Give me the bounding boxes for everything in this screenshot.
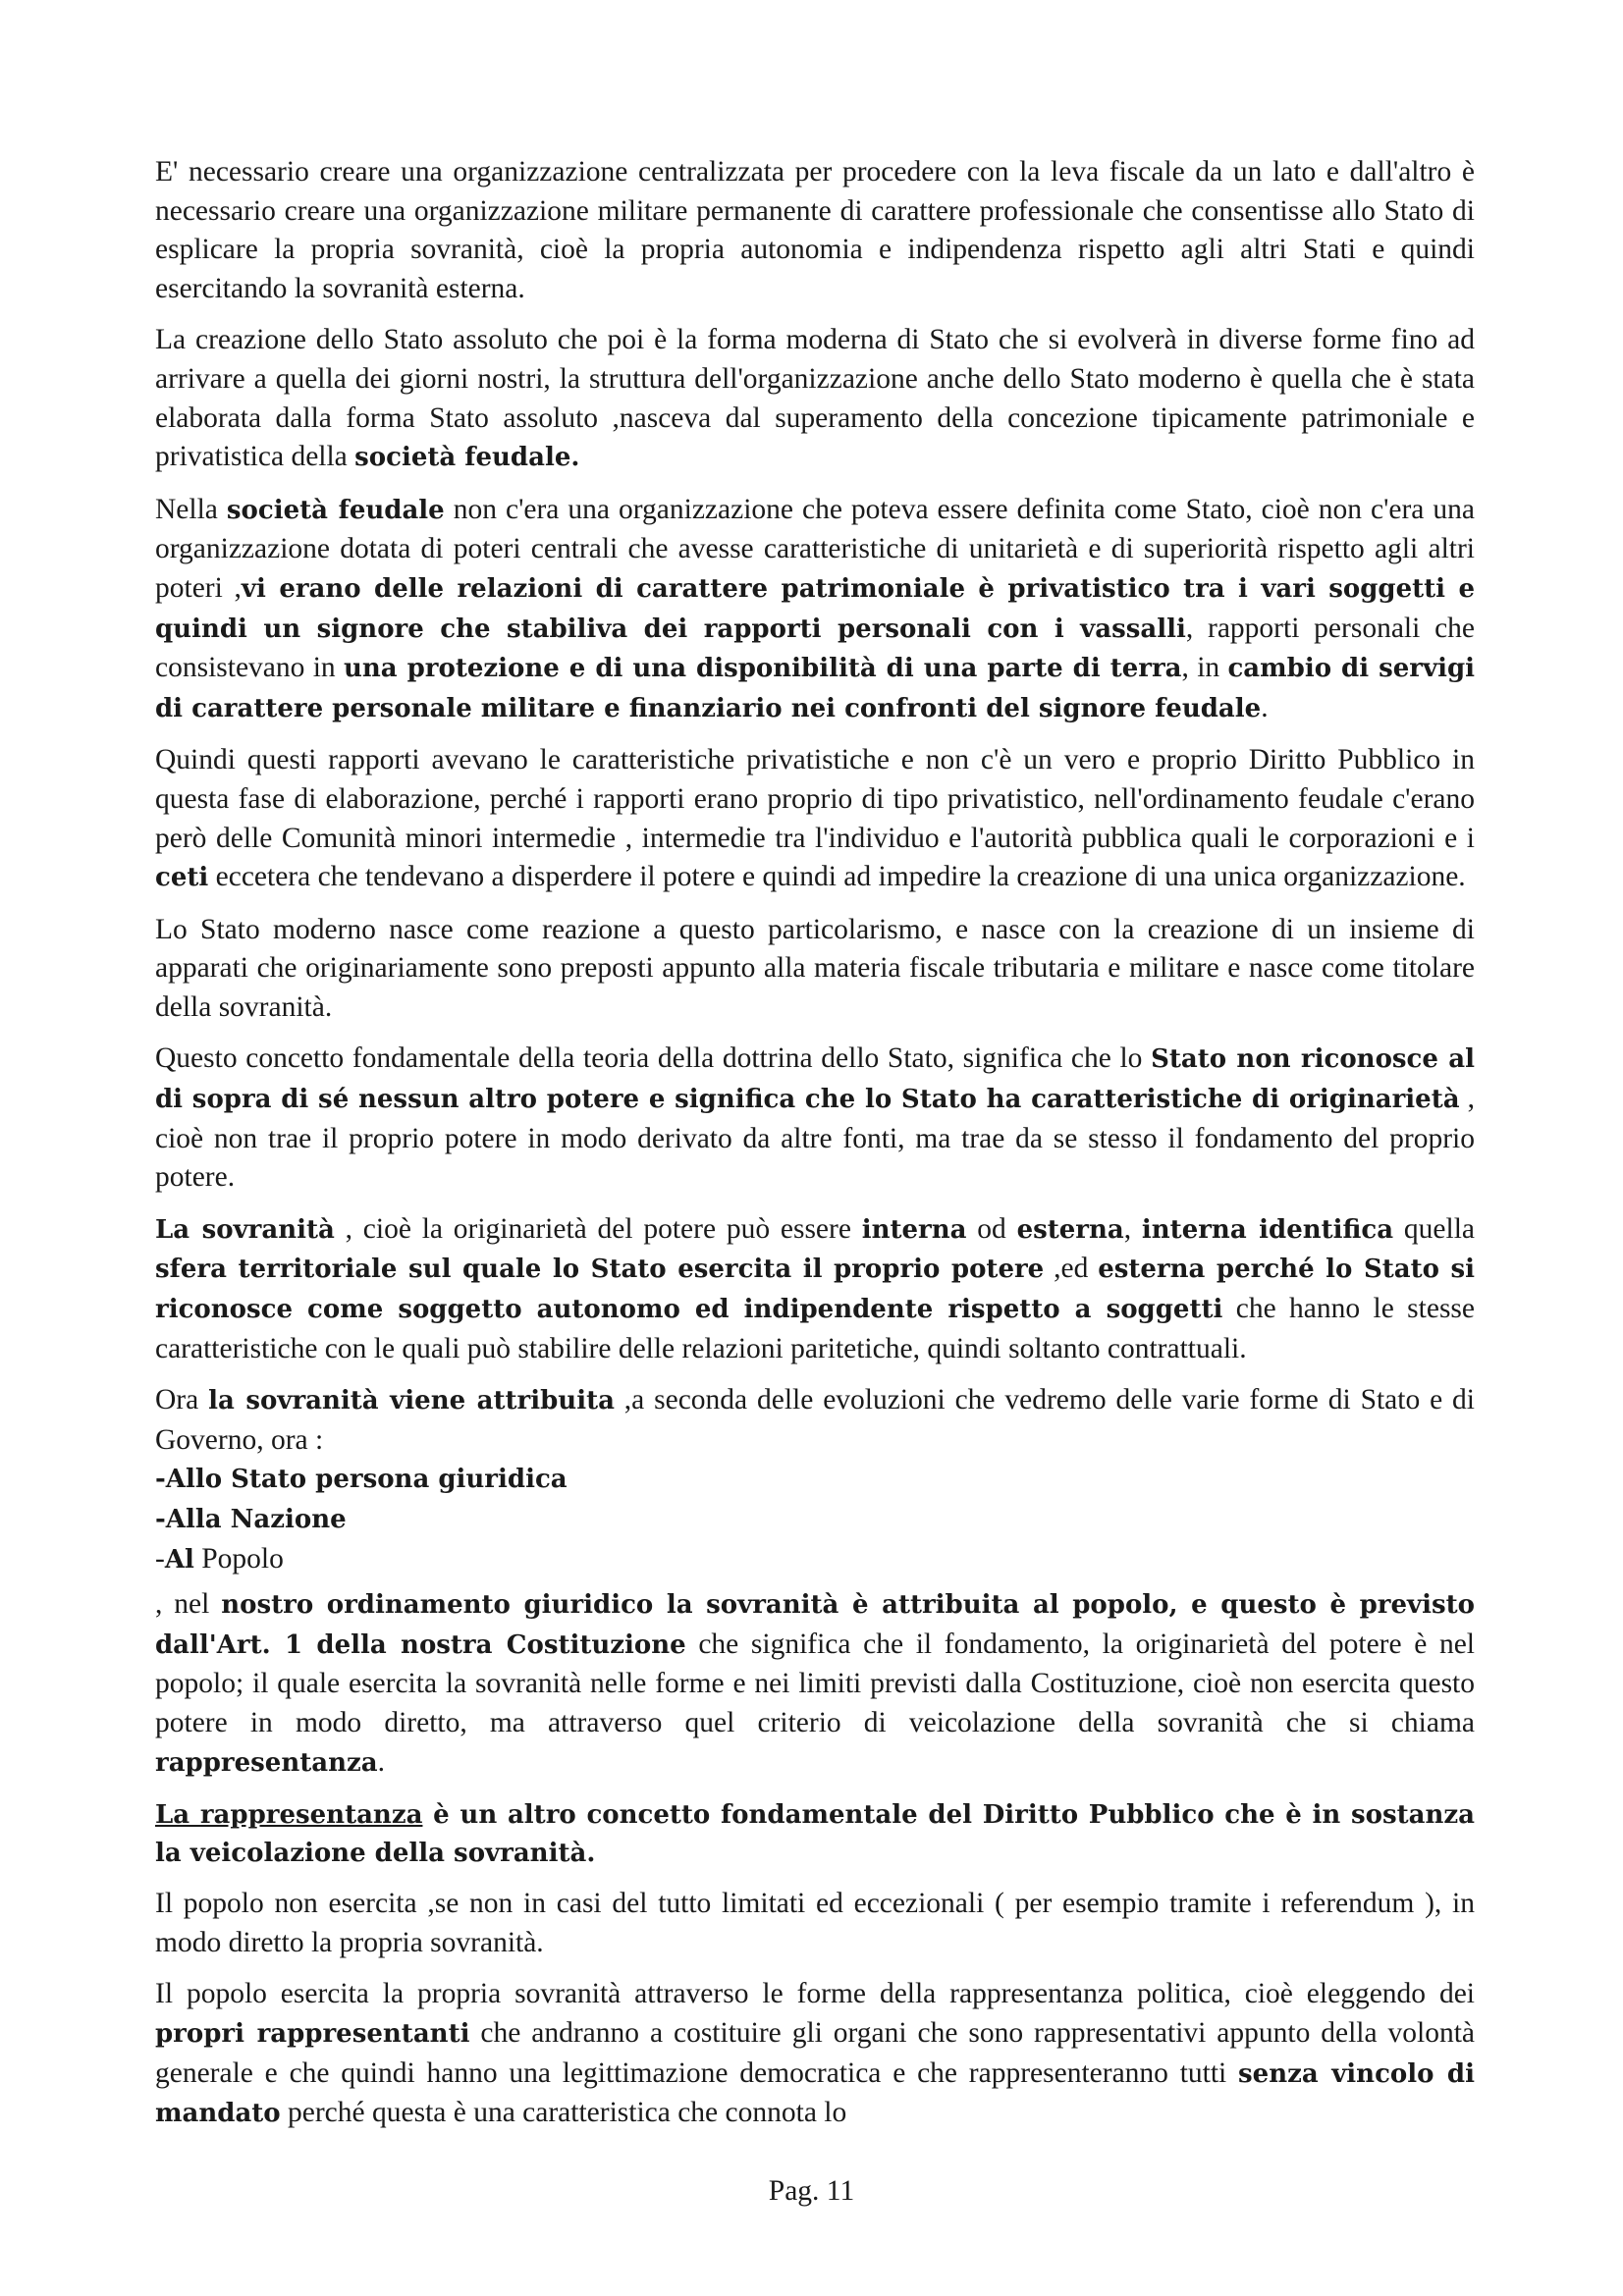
bold-text-segment: è un altro concetto fondamentale del Diritto Pubblico che è in sostanza la veicolazione della sovranità. [155, 1800, 1475, 1869]
text-segment: Questo concetto fondamentale della teoria della dottrina dello Stato, significa che lo [155, 1042, 1152, 1075]
paragraph [155, 1500, 1475, 1540]
bold-text-segment: propri rappresentanti [155, 2018, 470, 2049]
text-segment: ,ed [1044, 1253, 1099, 1285]
bold-text-segment: esterna perché lo Stato si riconosce come soggetto autonomo ed indipendente rispetto a soggetti [155, 1255, 1475, 1325]
text-segment: che andranno a costituire gli organi che sono rappresentativi appunto della volontà generale e che quindi hanno una legittimazione democratica e che rappresenteranno tutti [155, 2016, 1475, 2089]
paragraph [155, 1040, 1475, 1197]
bold-text-segment: La rappresentanza [155, 1800, 423, 1831]
bold-text-segment: società feudale [226, 495, 445, 525]
text-segment: , rapporti personali che consistevano in [155, 612, 1476, 684]
text-segment: non c'era una organizzazione che poteva essere definita come Stato, cioè non c'era una organizzazione dotata di poteri centrali che avesse caratteristiche di unitarietà e di superiorità rispetto agli altri poteri , [155, 493, 1475, 604]
bold-text-segment: cambio di servigi di carattere personale militare e finanziario nei confronti del signore feudale [155, 654, 1475, 723]
document-body [155, 153, 1475, 2147]
text-segment: , cioè non trae il proprio potere in modo derivato da altre fonti, ma trae da se stesso il fondamento del proprio potere. [155, 1083, 1475, 1194]
bold-text-segment: Al [164, 1544, 194, 1575]
text-segment: , in [1181, 652, 1228, 684]
text-segment: od [966, 1212, 1017, 1245]
text-segment: . [1261, 691, 1269, 723]
paragraph [155, 1795, 1475, 1872]
paragraph [155, 911, 1475, 1028]
text-segment: . [377, 1745, 385, 1778]
text-segment: La creazione dello Stato assoluto che poi è la forma moderna di Stato che si evolverà in diverse forme fino ad arrivare a quella dei giorni nostri, la struttura dell'organizzazione anche dello Stato moderno è quella che è stata elaborata dalla forma Stato assoluto ,nasceva dal superamento della concezione tipicamente patrimoniale e privatistica della [155, 324, 1475, 473]
paragraph [155, 1585, 1475, 1783]
bold-text-segment: la sovranità viene attribuita [208, 1386, 615, 1416]
text-segment: , cioè la originarietà del potere può essere [334, 1212, 862, 1245]
bold-text-segment: sfera territoriale sul quale lo Stato esercita il proprio potere [155, 1255, 1045, 1285]
bold-text-segment: una protezione e di una disponibilità di una parte di terra [343, 654, 1182, 684]
bold-text-segment: Stato non riconosce al di sopra di sé nessun altro potere e significa che lo Stato ha caratteristiche di originarietà [155, 1044, 1475, 1115]
paragraph [155, 1540, 1475, 1580]
text-segment: quella [1393, 1212, 1475, 1245]
page-number: Pag. 11 [768, 2175, 855, 2207]
text-segment: Il popolo non esercita ,se non in casi del tutto limitati ed eccezionali ( per esempio tramite i referendum ), in modo diretto la propria sovranità. [155, 1888, 1475, 1958]
text-segment: che hanno le stesse caratteristiche con le quali può stabilire delle relazioni paritetiche, quindi soltanto contrattuali. [155, 1293, 1475, 1364]
text-segment: Nella [155, 493, 227, 525]
text-segment: E' necessario creare una organizzazione centralizzata per procedere con la leva fiscale da un lato e dall'altro è necessario creare una organizzazione militare permanente di carattere professionale che consentisse allo Stato di esplicare la propria sovranità, cioè la propria autonomia e indipendenza rispetto agli altri Stati e quindi esercitando la sovranità esterna. [155, 156, 1475, 304]
paragraph [155, 153, 1475, 308]
bold-text-segment: società feudale. [354, 443, 580, 473]
text-segment: , nel [155, 1588, 222, 1621]
paragraph [155, 1885, 1475, 1962]
text-segment: Ora [155, 1384, 209, 1416]
text-segment: Il popolo esercita la propria sovranità attraverso le forme della rappresentanza politica, cioè eleggendo dei [155, 1978, 1475, 2010]
paragraph [155, 321, 1475, 477]
bold-text-segment: esterna [1016, 1214, 1124, 1245]
text-segment: perché questa è una caratteristica che connota lo [280, 2097, 847, 2129]
bold-text-segment: interna [861, 1214, 967, 1245]
text-segment: che significa che il fondamento, la originarietà del potere è nel popolo; il quale esercita la sovranità nelle forme e nei limiti previsti dalla Costituzione, cioè non esercita questo potere in modo diretto, ma attraverso quel criterio di veicolazione della sovranità che si chiama [155, 1628, 1475, 1738]
text-segment: , [1123, 1212, 1142, 1245]
paragraph [155, 1381, 1475, 1460]
bold-text-segment: interna identifica [1141, 1214, 1394, 1245]
paragraph [155, 1975, 1475, 2133]
bold-text-segment: -Allo Stato persona giuridica [155, 1465, 568, 1495]
bold-text-segment: La sovranità [155, 1214, 335, 1245]
bold-text-segment: rappresentanza [155, 1747, 378, 1778]
text-segment: eccetera che tendevano a disperdere il potere e quindi ad impedire la creazione di una unica organizzazione. [208, 861, 1466, 893]
bold-text-segment: nostro ordinamento giuridico la sovranità è attribuita al popolo, e questo è previsto dall'Art. 1 della nostra Costituzione [155, 1590, 1475, 1660]
paragraph [155, 1460, 1475, 1500]
text-segment: - [155, 1542, 165, 1575]
text-segment: Lo Stato moderno nasce come reazione a questo particolarismo, e nasce con la creazione di un insieme di apparati che originariamente sono preposti appunto alla materia fiscale tributaria e militare e nasce come titolare della sovranità. [155, 913, 1475, 1023]
text-segment: Popolo [193, 1542, 284, 1575]
bold-text-segment: ceti [155, 863, 209, 893]
text-segment: Quindi questi rapporti avevano le caratteristiche privatistiche e non c'è un vero e proprio Diritto Pubblico in questa fase di elaborazione, perché i rapporti erano proprio di tipo privatistico, nell'ordinamento feudale c'erano però delle Comunità minori intermedie , intermedie tra l'individuo e l'autorità pubblica quali le corporazioni e i [155, 744, 1475, 854]
text-segment: ,a seconda delle evoluzioni che vedremo delle varie forme di Stato e di Governo, ora : [155, 1384, 1475, 1456]
bold-text-segment: -Alla Nazione [155, 1505, 347, 1534]
paragraph [155, 1210, 1475, 1368]
bold-text-segment: senza vincolo di mandato [155, 2058, 1475, 2129]
bold-text-segment: vi erano delle relazioni di carattere patrimoniale è privatistico tra i vari soggetti e quindi un signore che stabiliva dei rapporti personali con i vassalli [155, 573, 1475, 644]
paragraph [155, 491, 1475, 729]
paragraph [155, 741, 1475, 897]
